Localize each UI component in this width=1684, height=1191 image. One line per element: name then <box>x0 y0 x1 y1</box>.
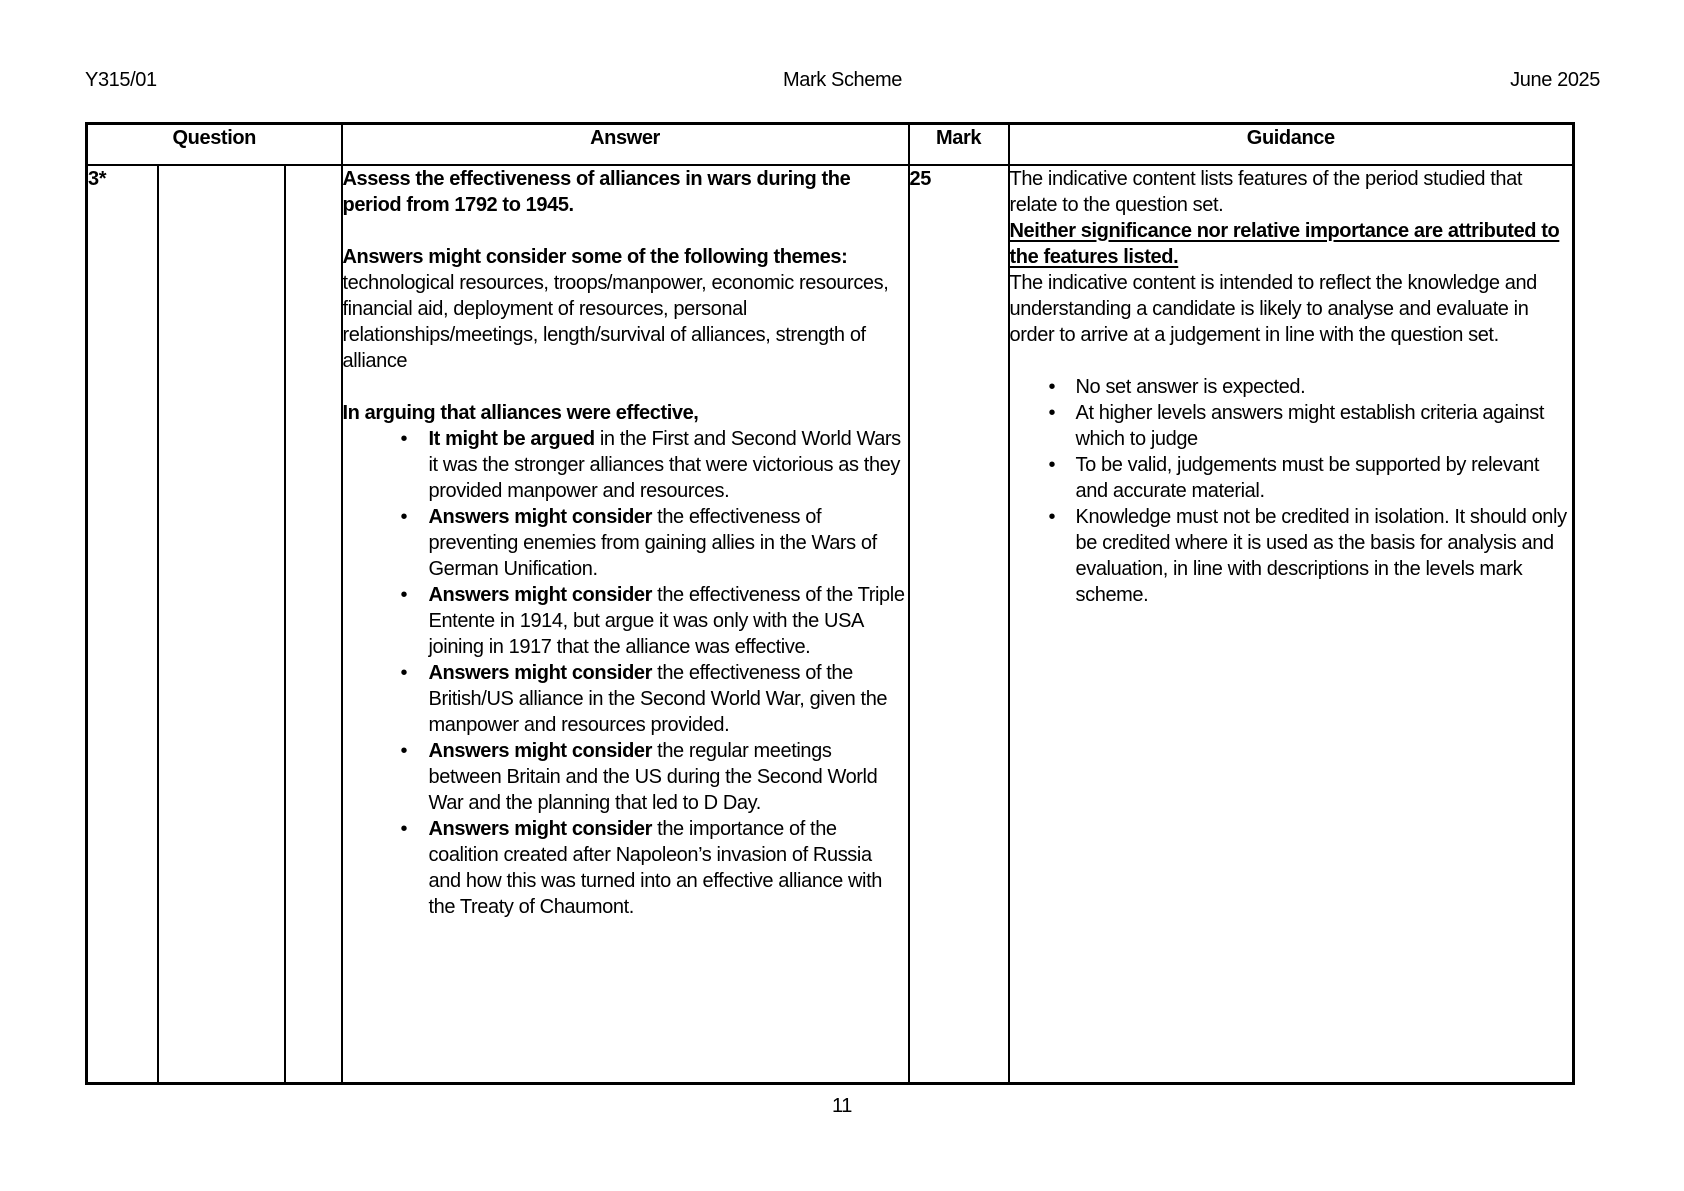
answer-bullet-text: the effectiveness of preventing enemies from gaining allies in the Wars of German Unification. <box>428 505 877 580</box>
answer-bullet-lead: Answers might consider <box>428 739 652 762</box>
page-number: 11 <box>832 1095 852 1117</box>
question-subpart-cell <box>285 165 342 1084</box>
answer-bullet-item <box>429 582 908 660</box>
mark-value: 25 <box>909 165 1009 1084</box>
answer-bullet-text: the effectiveness of the Triple Entente in 1914, but argue it was only with the USA joining in 1917 that the alliance was effective. <box>428 583 905 658</box>
guidance-bullet-item: • To be valid, judgements must be supported by relevant and accurate material. <box>1076 452 1573 504</box>
guidance-paragraph-2: Neither significance nor relative importance are attributed to the features listed. <box>1009 219 1560 268</box>
answer-bullet-list <box>343 426 908 920</box>
question-number: 3* <box>87 165 158 1084</box>
column-header-question: Question <box>87 124 342 165</box>
column-header-answer: Answer <box>342 124 909 165</box>
column-header-mark: Mark <box>909 124 1009 165</box>
answer-bullet-lead: Answers might consider <box>428 583 652 606</box>
document-footer <box>0 1093 1684 1119</box>
question-part-cell <box>158 165 285 1084</box>
guidance-cell <box>1009 165 1574 1084</box>
answer-bullet-text: the regular meetings between Britain and the US during the Second World War and the planning that led to D Day. <box>428 739 878 814</box>
answer-bullet-item <box>429 426 908 504</box>
answer-bullet-item <box>429 504 908 582</box>
answer-arguing-heading: In arguing that alliances were effective, <box>342 401 699 424</box>
guidance-bullet-item: • At higher levels answers might establish criteria against which to judge <box>1076 400 1573 452</box>
answer-cell <box>342 165 909 1084</box>
session-date: June 2025 <box>1510 69 1600 91</box>
answer-bullet-text: the importance of the coalition created after Napoleon’s invasion of Russia and how this was turned into an effective alliance with the Treaty of Chaumont. <box>428 817 882 918</box>
paper-code: Y315/01 <box>85 69 157 91</box>
answer-bullet-text: in the First and Second World Wars it was the stronger alliances that were victorious as they provided manpower and resources. <box>428 427 901 502</box>
answer-bullet-lead: Answers might consider <box>428 817 652 840</box>
answer-bullet-text: the effectiveness of the British/US alliance in the Second World War, given the manpower and resources provided. <box>428 661 888 736</box>
guidance-bullet-item: • Knowledge must not be credited in isolation. It should only be credited where it is used as the basis for analysis and evaluation, in line with descriptions in the levels mark scheme. <box>1076 504 1573 608</box>
answer-themes-text: technological resources, troops/manpower, economic resources, financial aid, deployment of resources, personal relationships/meetings, length/survival of alliances, strength of alliance <box>342 271 889 372</box>
answer-bullet-lead: It might be argued <box>428 427 595 450</box>
document-title: Mark Scheme <box>783 69 902 91</box>
answer-bullet-item <box>429 816 908 920</box>
answer-question-title: Assess the effectiveness of alliances in wars during the period from 1792 to 1945. <box>342 167 851 216</box>
answer-themes-label: Answers might consider some of the following themes: <box>342 245 848 268</box>
table-header-row <box>87 124 1574 165</box>
question-row <box>87 165 1574 1084</box>
guidance-bullet-list <box>1010 374 1573 608</box>
answer-bullet-lead: Answers might consider <box>428 661 652 684</box>
mark-scheme-table <box>85 122 1575 1085</box>
guidance-paragraph-3: The indicative content is intended to reflect the knowledge and understanding a candidate is likely to analyse and evaluate in order to arrive at a judgement in line with the question set. <box>1009 271 1537 346</box>
answer-bullet-item <box>429 738 908 816</box>
guidance-paragraph-1: The indicative content lists features of the period studied that relate to the question set. <box>1009 167 1523 216</box>
answer-bullet-lead: Answers might consider <box>428 505 652 528</box>
guidance-bullet-item: • No set answer is expected. <box>1076 374 1573 400</box>
answer-themes-paragraph <box>343 244 908 374</box>
column-header-guidance: Guidance <box>1009 124 1574 165</box>
answer-bullet-item <box>429 660 908 738</box>
document-header <box>0 0 1684 93</box>
